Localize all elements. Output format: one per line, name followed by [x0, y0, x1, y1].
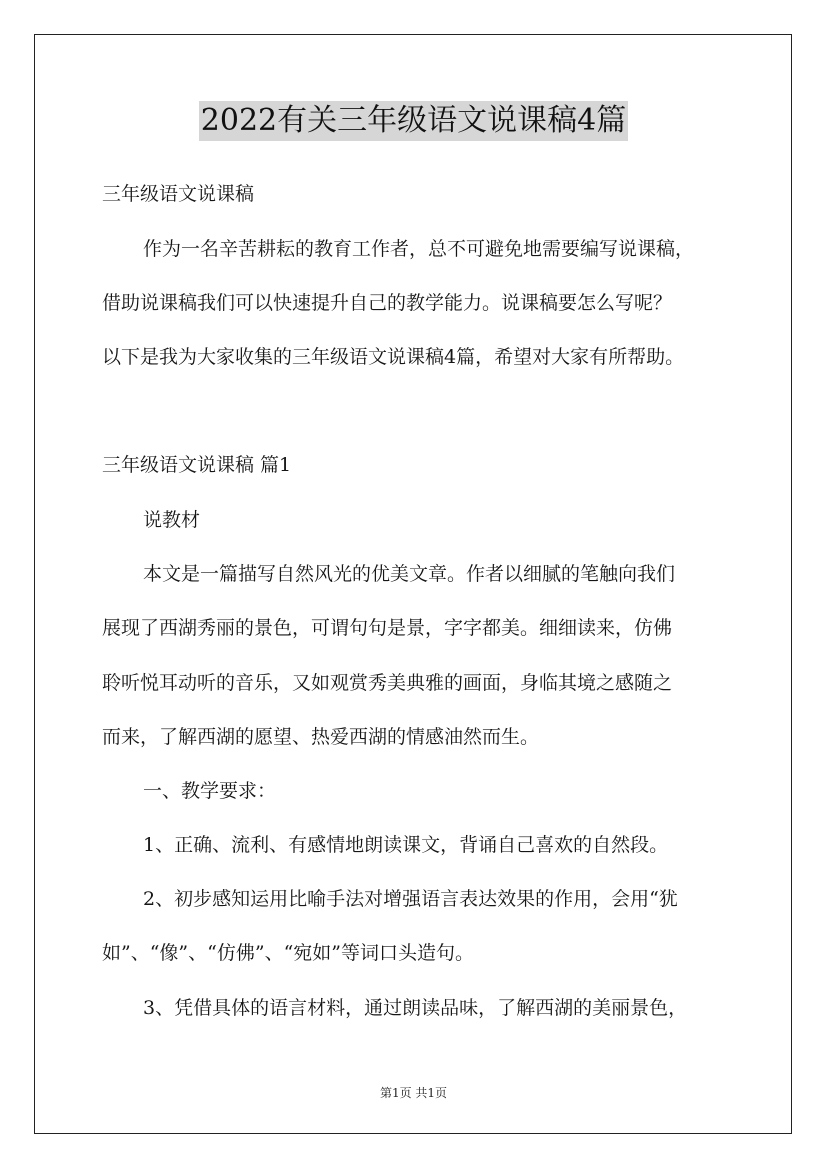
body-line-3: 聆听悦耳动听的音乐，又如观赏秀美典雅的画面，身临其境之感随之 — [102, 672, 673, 694]
section-heading: 三年级语文说课稿 — [102, 183, 255, 205]
intro-line-3: 以下是我为大家收集的三年级语文说课稿4篇，希望对大家有所帮助。 — [102, 346, 685, 368]
body-line-4: 而来，了解西湖的愿望、热爱西湖的情感油然而生。 — [102, 726, 540, 748]
intro-line-2: 借助说课稿我们可以快速提升自己的教学能力。说课稿要怎么写呢？ — [102, 292, 673, 314]
subheading-teaching-material: 说教材 — [143, 509, 201, 531]
body-line-1: 本文是一篇描写自然风光的优美文章。作者以细腻的笔触向我们 — [143, 563, 676, 585]
body-line-2: 展现了西湖秀丽的景色，可谓句句是景，字字都美。细细读来，仿佛 — [102, 617, 673, 639]
requirement-1: 1、正确、流利、有感情地朗读课文，背诵自己喜欢的自然段。 — [143, 834, 669, 856]
page-footer: 第1页 共1页 — [379, 1086, 448, 1100]
intro-line-1: 作为一名辛苦耕耘的教育工作者，总不可避免地需要编写说课稿， — [143, 238, 695, 260]
article-heading: 三年级语文说课稿 篇1 — [102, 454, 292, 476]
requirement-3-line-1: 3、凭借具体的语言材料，通过朗读品味，了解西湖的美丽景色， — [143, 997, 688, 1019]
document-title: 2022有关三年级语文说课稿4篇 — [199, 101, 628, 141]
requirement-2-line-2: 如”、“像”、“仿佛”、“宛如”等词口头造句。 — [102, 942, 474, 964]
requirement-2-line-1: 2、初步感知运用比喻手法对增强语言表达效果的作用，会用“犹 — [143, 888, 678, 910]
requirements-heading: 一、教学要求： — [143, 780, 277, 802]
title-container — [0, 101, 827, 141]
